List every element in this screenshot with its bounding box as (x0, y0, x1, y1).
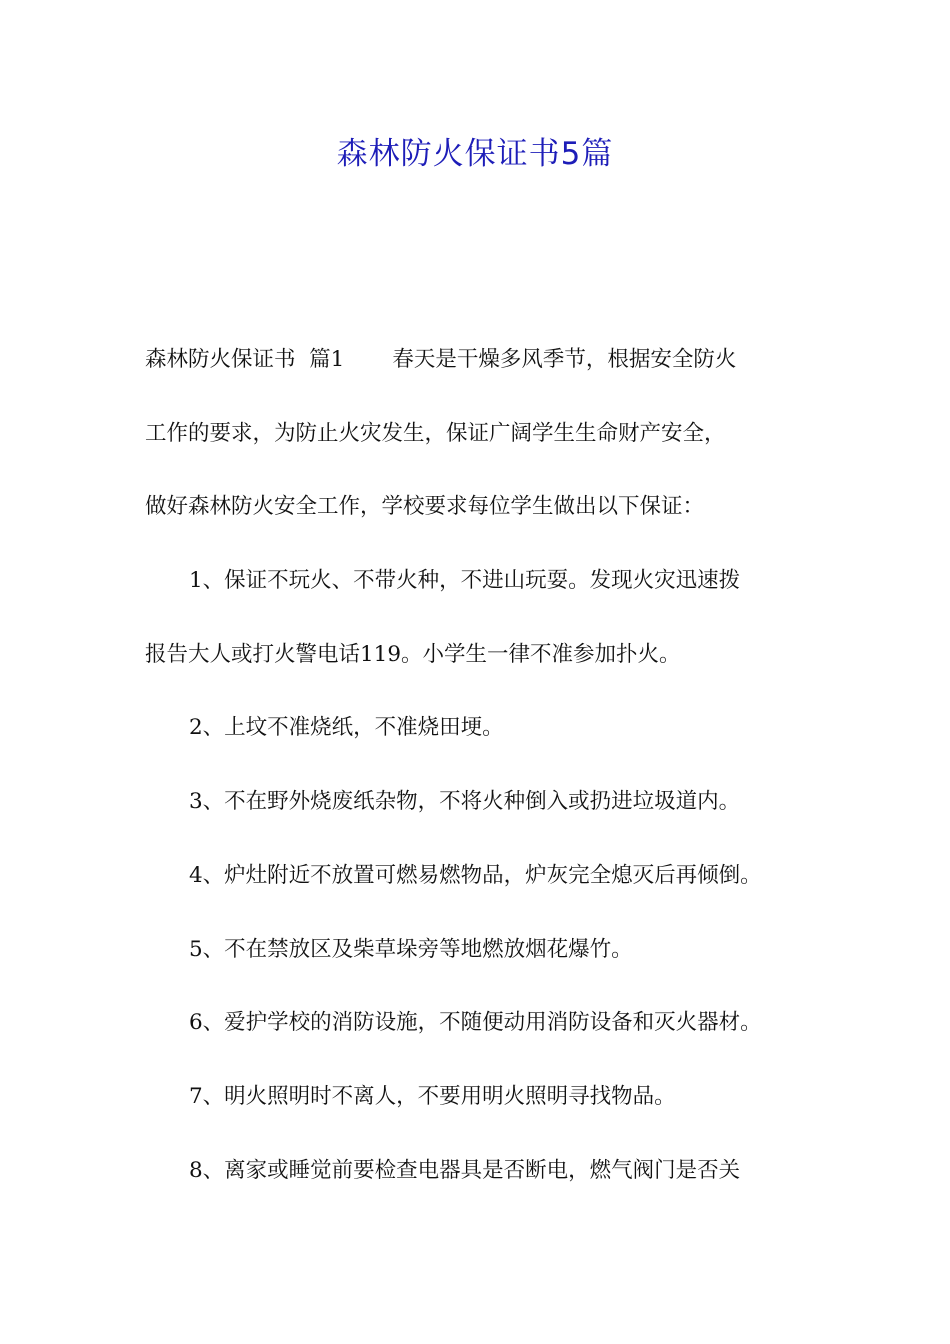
section-heading: 森林防火保证书 篇1 (145, 347, 345, 372)
item-line-8: 7、明火照明时不离人，不要用明火照明寻找物品。 (189, 1083, 676, 1109)
item-line-3: 2、上坟不准烧纸，不准烧田埂。 (189, 715, 504, 741)
document-body (145, 332, 825, 1216)
intro-text-1: 春天是干燥多风季节，根据安全防火 (392, 347, 737, 372)
item-line-6: 5、不在禁放区及柴草垛旁等地燃放烟花爆竹。 (189, 936, 633, 962)
item-line-7: 6、爱护学校的消防设施，不随便动用消防设备和灭火器材。 (189, 1010, 762, 1036)
intro-line-1 (145, 332, 825, 406)
intro-line-3: 做好森林防火安全工作，学校要求每位学生做出以下保证： (145, 494, 705, 520)
intro-line-2: 工作的要求，为防止火灾发生，保证广阔学生生命财产安全， (145, 420, 726, 446)
item-line-4: 3、不在野外烧废纸杂物，不将火种倒入或扔进垃圾道内。 (189, 789, 741, 815)
document-title: 森林防火保证书5篇 (336, 136, 614, 172)
item-line-2: 报告大人或打火警电话119。小学生一律不准参加扑火。 (145, 641, 681, 667)
item-line-5: 4、炉灶附近不放置可燃易燃物品，炉灰完全熄灭后再倾倒。 (189, 862, 762, 888)
item-line-1: 1、保证不玩火、不带火种，不进山玩耍。发现火灾迅速拨 (189, 568, 741, 594)
item-line-9: 8、离家或睡觉前要检查电器具是否断电，燃气阀门是否关 (189, 1157, 741, 1183)
